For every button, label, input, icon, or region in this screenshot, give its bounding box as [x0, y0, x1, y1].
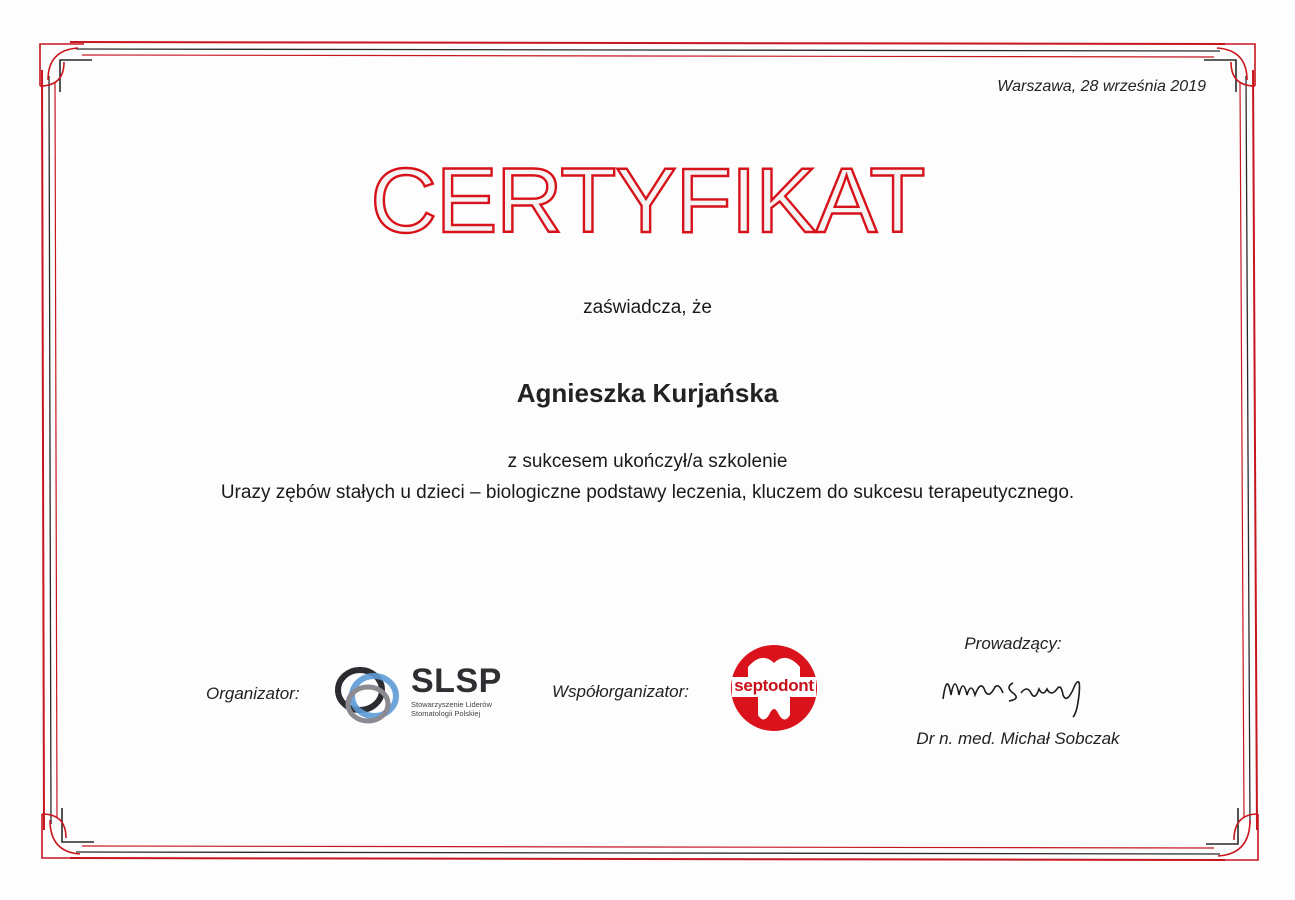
slsp-rings-logo-icon: [330, 660, 408, 726]
slsp-subtitle-line-1: Stowarzyszenie Liderów: [411, 700, 492, 709]
coorganizer-label: Współorganizator:: [552, 682, 690, 701]
lead-label: Prowadzący:: [964, 634, 1062, 653]
certificate-title: CERTYFIKAT: [370, 150, 925, 252]
attests-text: zaświadcza, że: [583, 297, 712, 318]
lead-name: Dr n. med. Michał Sobczak: [916, 729, 1120, 748]
recipient-name: Agnieszka Kurjańska: [516, 378, 779, 408]
septodont-logo-name: septodont: [734, 676, 814, 695]
course-title: Urazy zębów stałych u dzieci – biologiczne podstawy leczenia, kluczem do sukcesu terapeutycznego.: [220, 482, 1075, 503]
completion-text: z sukcesem ukończył/a szkolenie: [507, 451, 788, 472]
slsp-subtitle-line-2: Stomatologii Polskiej: [411, 709, 481, 718]
slsp-logo-name: SLSP: [411, 662, 502, 700]
slsp-logo-subtitle: [411, 700, 521, 718]
organizer-label: Organizator:: [206, 684, 300, 703]
handwritten-signature-icon: [935, 665, 1095, 719]
date-place: Warszawa, 28 września 2019: [997, 78, 1206, 95]
